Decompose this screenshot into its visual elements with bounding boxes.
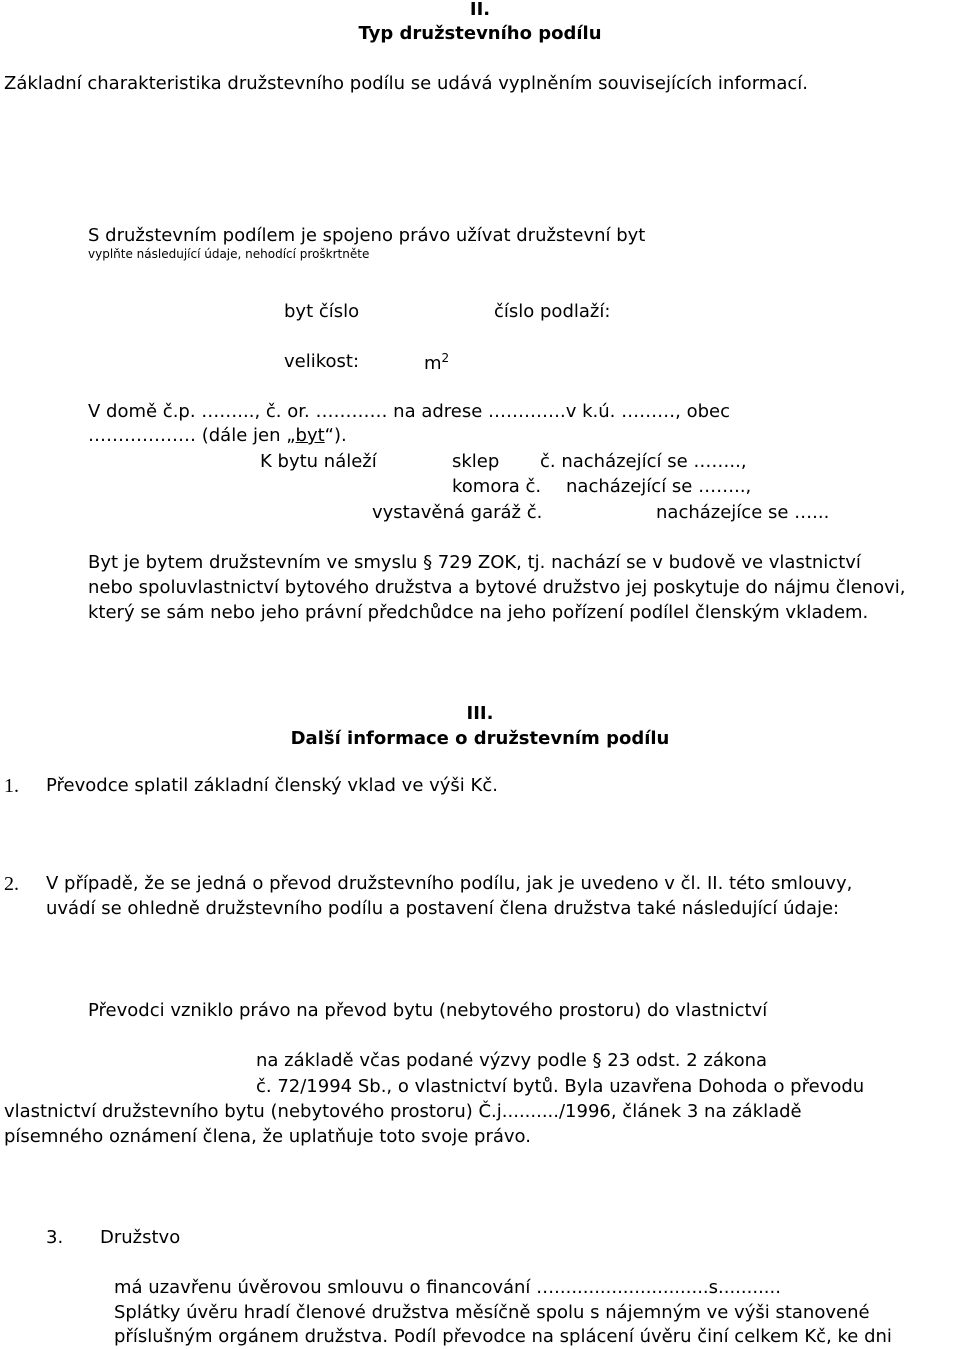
basis-text-3: vlastnictví družstevního bytu (nebytového prostoru) Č.j........../1996, článek 3 na základě: [4, 1101, 802, 1122]
storage-detail: nacházející se ……..,: [566, 476, 752, 497]
address-line-2: [88, 426, 347, 447]
loan-text-2: Splátky úvěru hradí členové družstva měsíčně spolu s nájemným ve výši stanovené: [114, 1302, 870, 1323]
loan-text-1: má uzavřenu úvěrovou smlouvu o financování …...........................s...........: [114, 1277, 781, 1298]
quote-close: “).: [324, 425, 347, 446]
section-title: Další informace o družstevním podílu: [290, 728, 670, 749]
byt-word: byt: [295, 425, 325, 446]
section-title: Typ družstevního podílu: [358, 23, 602, 44]
size-label: velikost:: [284, 351, 360, 372]
basis-text-1: na základě včas podané výzvy podle § 23 odst. 2 zákona: [256, 1050, 768, 1071]
garage-detail: nacházejíce se …...: [656, 502, 830, 523]
basis-text-2: č. 72/1994 Sb., o vlastnictví bytů. Byla uzavřena Dohoda o převodu: [256, 1076, 865, 1097]
fill-note: vyplňte následující údaje, nehodící proškrtněte: [88, 247, 370, 261]
floor-number-label: číslo podlaží:: [494, 301, 611, 322]
size-unit: [424, 352, 449, 375]
list-number: 1.: [4, 775, 19, 797]
cooperative-flat-para-3: který se sám nebo jeho právní předchůdce na jeho pořízení podílel členským vkladem.: [88, 602, 869, 623]
list-number: 2.: [4, 873, 19, 895]
list-number: 3.: [46, 1227, 64, 1248]
unit-m: m: [424, 353, 442, 374]
loan-text-3: příslušným orgánem družstva. Podíl převodce na splácení úvěru činí celkem Kč, ke dni: [114, 1326, 892, 1347]
accessories-label: K bytu náleží: [260, 451, 377, 472]
address-dots: ……………… (dále jen: [88, 425, 287, 446]
deposit-text: Převodce splatil základní členský vklad ve výši Kč.: [46, 775, 498, 796]
cooperative-flat-para-1: Byt je bytem družstevním ve smyslu § 729 ZOK, tj. nachází se v budově ve vlastnictví: [88, 552, 861, 573]
storage-label: komora č.: [452, 476, 542, 497]
section-number: III.: [466, 703, 494, 724]
right-to-transfer-text: Převodci vzniklo právo na převod bytu (nebytového prostoru) do vlastnictví: [88, 1000, 768, 1021]
transfer-text-1: V případě, že se jedná o převod družstevního podílu, jak je uvedeno v čl. II. této smlouvy,: [46, 873, 853, 894]
cooperative-label: Družstvo: [100, 1227, 181, 1248]
address-line: [88, 402, 958, 423]
basis-text-4: písemného oznámení člena, že uplatňuje toto svoje právo.: [4, 1126, 531, 1147]
unit-exponent: 2: [441, 351, 450, 365]
intro-text: Základní charakteristika družstevního podílu se udává vyplněním souvisejících informací.: [4, 73, 808, 94]
quote-open: „: [286, 425, 296, 446]
cooperative-flat-para-2: nebo spoluvlastnictví bytového družstva a bytové družstvo jej poskytuje do nájmu členovi,: [88, 577, 906, 598]
transfer-text-2: uvádí se ohledně družstevního podílu a postavení člena družstva také následující údaje:: [46, 898, 840, 919]
garage-label: vystavěná garáž č.: [372, 502, 543, 523]
flat-right-title: S družstevním podílem je spojeno právo užívat družstevní byt: [88, 225, 646, 246]
address-text: V domě č.p. ……..., č. or. ………… na adrese ………….v k.ú. ………, obec: [88, 401, 730, 422]
section-number: II.: [469, 0, 491, 20]
cellar-label: sklep: [452, 451, 500, 472]
cellar-detail: č. nacházející se ……..,: [540, 451, 747, 472]
flat-number-label: byt číslo: [284, 301, 360, 322]
